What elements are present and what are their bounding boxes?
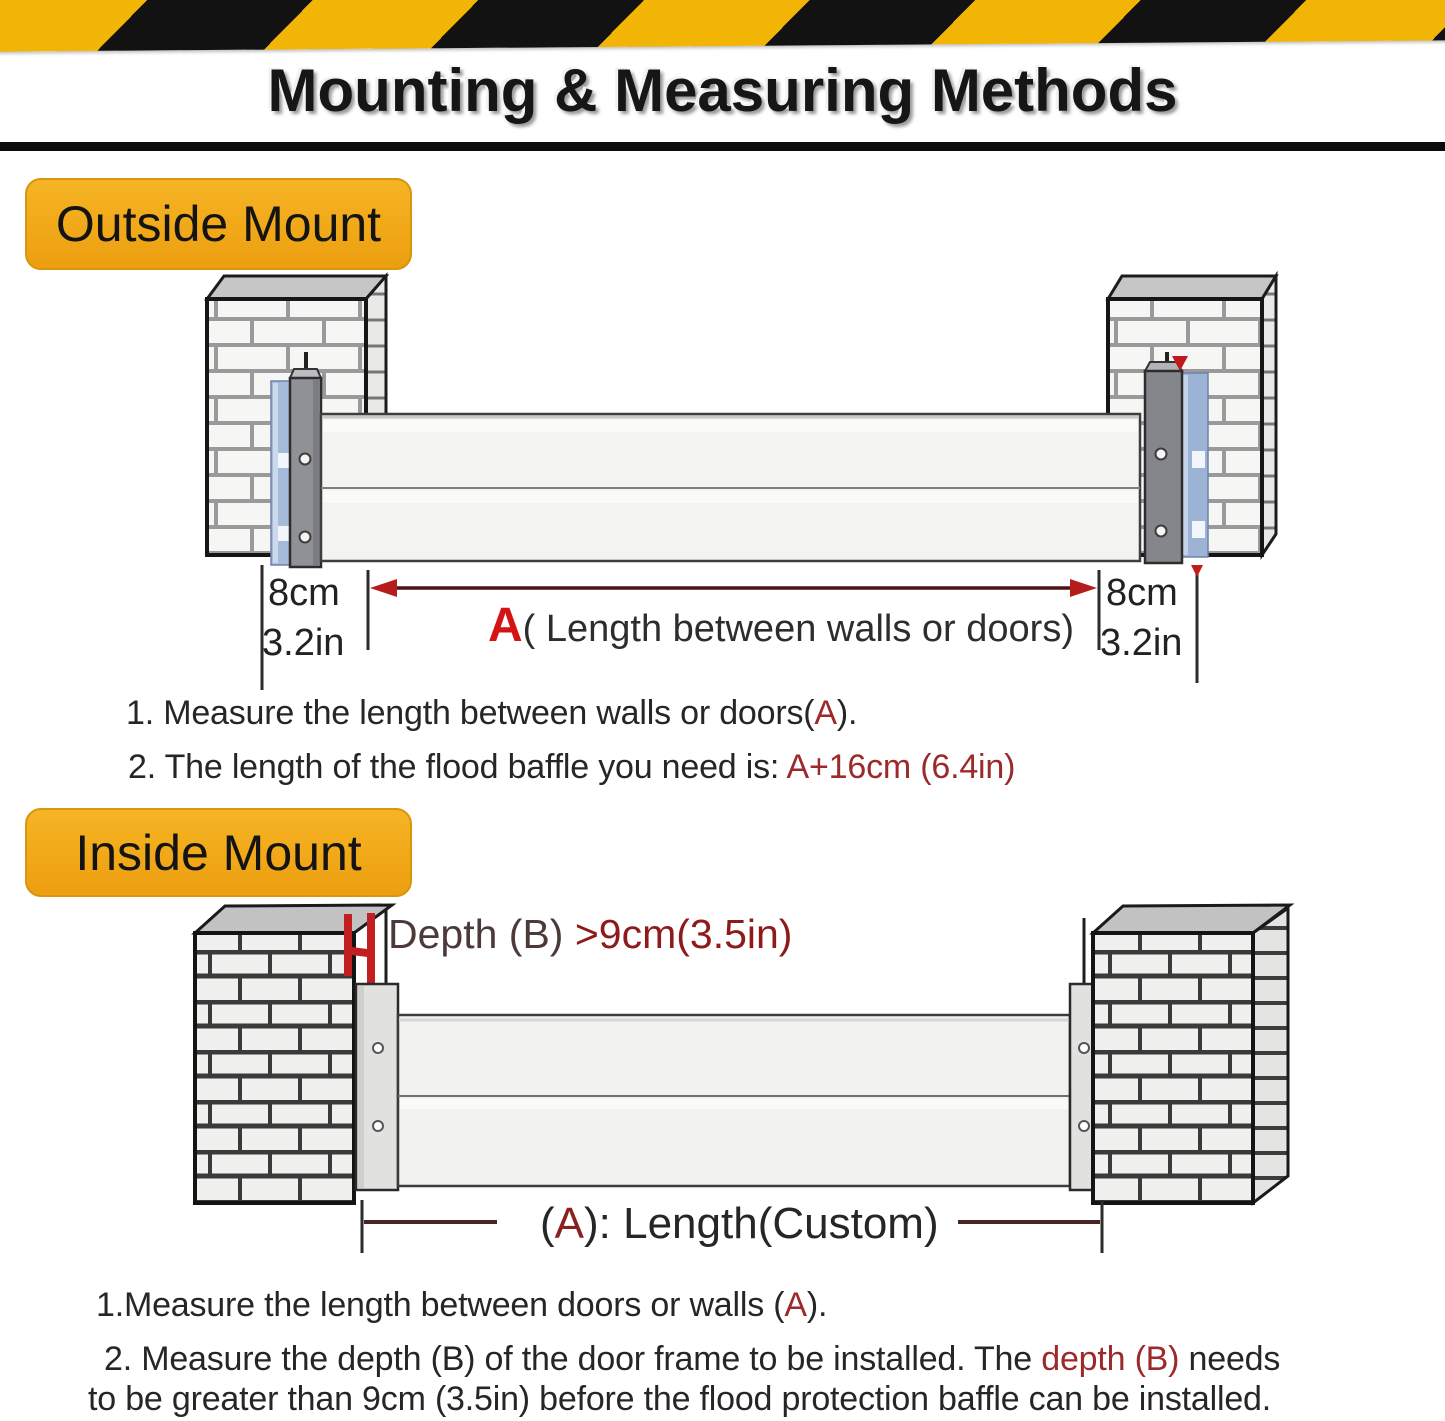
arrow-right-head-icon [1070, 579, 1097, 597]
inside-length-label: (A): Length(Custom) [540, 1199, 939, 1248]
outside-mount-badge-label: Outside Mount [55, 196, 382, 252]
red-pointer-icon [1191, 565, 1203, 577]
inside-mount-badge-label: Inside Mount [75, 824, 362, 881]
arrow-left-head-icon [370, 579, 397, 597]
page-title: Mounting & Measuring Methods [267, 57, 1178, 124]
header-divider [0, 142, 1445, 151]
inside-flood-barrier-boards [398, 1015, 1070, 1186]
depth-b-label: Depth (B) >9cm(3.5in) [388, 911, 793, 957]
inside-left-mounting-channel [356, 984, 398, 1190]
outside-right-gap-in: 3.2in [1100, 622, 1183, 664]
inside-step-1: 1.Measure the length between doors or walls (A). [96, 1286, 828, 1324]
inside-step-2-continued: to be greater than 9cm (3.5in) before the flood protection baffle can be installed. [88, 1380, 1271, 1418]
outside-left-mounting-channel [271, 352, 321, 567]
length-letter-a: A [488, 599, 523, 652]
outside-right-gap-cm: 8cm [1106, 572, 1178, 614]
outside-step-2: 2. The length of the flood baffle you need is: A+16cm (6.4in) [128, 748, 1016, 786]
inside-mount-badge [25, 808, 412, 897]
outside-step-1: 1. Measure the length between walls or doors(A). [126, 694, 858, 732]
hazard-tape-stripe [0, 0, 1445, 52]
outside-right-mounting-channel [1145, 352, 1208, 563]
outside-length-label [488, 598, 1074, 653]
inside-right-pillar [1093, 905, 1290, 1203]
header-banner [0, 0, 1445, 152]
length-label-text: ( Length between walls or doors) [522, 608, 1074, 650]
outside-left-gap-cm: 8cm [268, 572, 340, 614]
outside-mount-badge [25, 178, 412, 270]
inside-step-2: 2. Measure the depth (B) of the door frame to be installed. The depth (B) needs [104, 1340, 1281, 1378]
outside-flood-barrier-boards [321, 414, 1140, 561]
outside-left-gap-in: 3.2in [262, 622, 345, 664]
